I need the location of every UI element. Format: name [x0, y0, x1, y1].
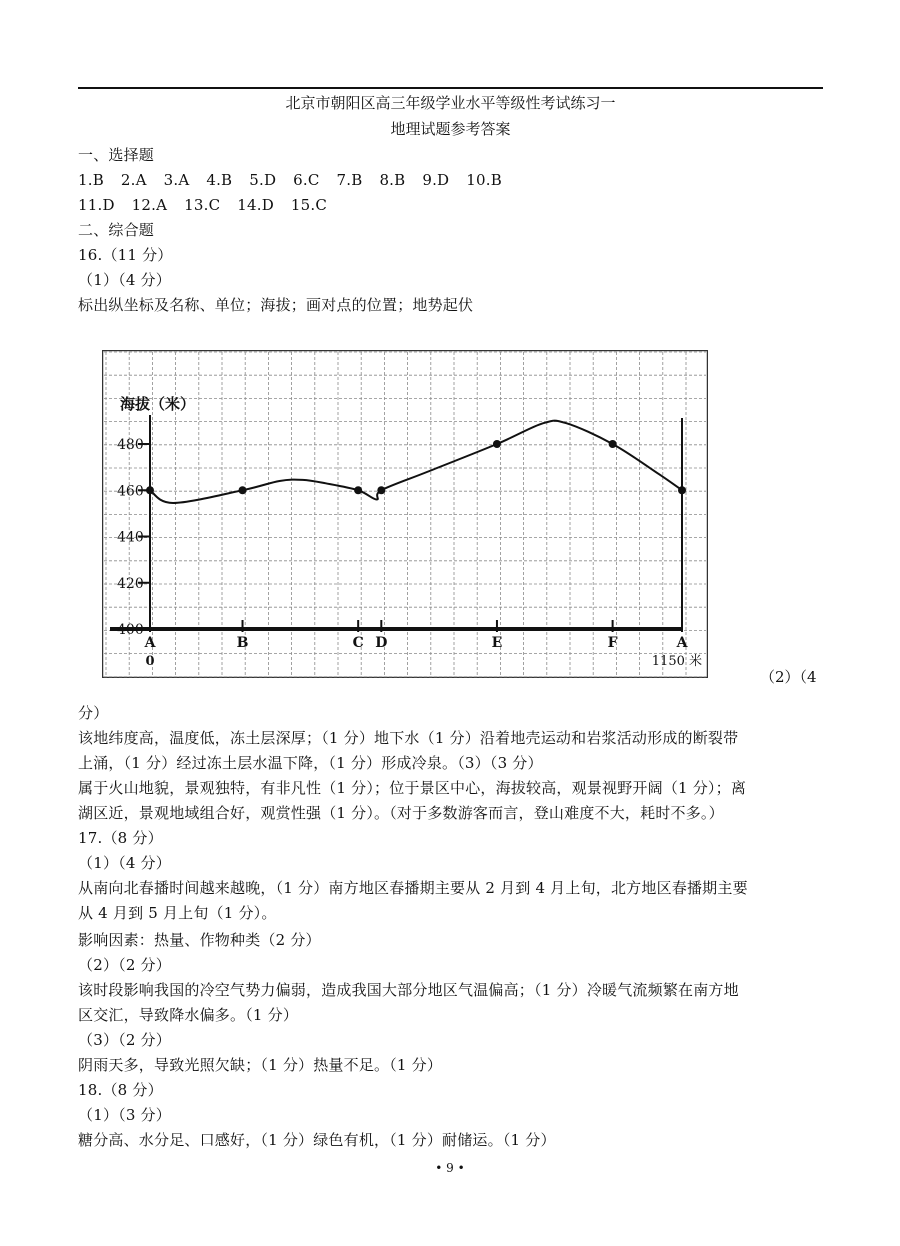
- q17-p1-line3: 影响因素：热量、作物种类（2 分）: [78, 931, 321, 949]
- answer: 8.B: [379, 171, 406, 189]
- data-point: [377, 486, 385, 494]
- y-tick-label: 420: [117, 575, 144, 592]
- answer: 14.D: [237, 196, 274, 214]
- x-start-label: 0: [145, 654, 155, 669]
- y-tick-label: 480: [117, 437, 144, 453]
- q17-head: 17.（8 分）: [78, 829, 163, 847]
- data-point: [493, 440, 501, 448]
- data-point: [678, 486, 686, 494]
- page-number: • 9 •: [435, 1161, 465, 1175]
- station-label: B: [236, 635, 249, 651]
- q16-p2-line2: 上涌，（1 分）经过冻土层水温下降，（1 分）形成冷泉。（3）（3 分）: [78, 754, 543, 772]
- q18-p1-head: （1）（3 分）: [78, 1106, 171, 1124]
- answer: 4.B: [206, 171, 233, 189]
- y-axis-label: 海拔（米）: [120, 395, 196, 413]
- q17-p1-line1: 从南向北春播时间越来越晚，（1 分）南方地区春播期主要从 2 月到 4 月上旬，北方地区春播期主要: [78, 879, 748, 897]
- x-end-label: 1150 米: [651, 654, 702, 669]
- q17-p3-head: （3）（2 分）: [78, 1031, 171, 1049]
- document-subtitle: 地理试题参考答案: [390, 120, 511, 138]
- q18-head: 18.（8 分）: [78, 1081, 163, 1099]
- document-title: 北京市朝阳区高三年级学业水平等级性考试练习一: [285, 94, 616, 112]
- section1-title: 一、选择题: [78, 146, 155, 164]
- q16-p1-text: 标出纵坐标及名称、单位；海拔；画对点的位置；地势起伏: [78, 296, 474, 314]
- q17-p2-line2: 区交汇，导致降水偏多。（1 分）: [78, 1006, 299, 1024]
- station-label: F: [607, 635, 618, 651]
- data-point: [239, 486, 247, 494]
- answers-row-2: [78, 195, 339, 215]
- answer: 2.A: [120, 171, 147, 189]
- station-label: D: [375, 635, 388, 651]
- answer: 9.D: [422, 171, 450, 189]
- answer: 11.D: [78, 196, 115, 214]
- q18-p1-line1: 糖分高、水分足、口感好，（1 分）绿色有机，（1 分）耐储运。（1 分）: [78, 1131, 556, 1149]
- answer: 13.C: [184, 196, 221, 214]
- answer: 6.C: [293, 171, 320, 189]
- q16-p3-line1: 属于火山地貌，景观独特，有非凡性（1 分）；位于景区中心，海拔较高，观景视野开阔（1 分）；离: [78, 779, 747, 797]
- answer: 10.B: [466, 171, 502, 189]
- header-rule: [78, 87, 823, 89]
- q16-p1-head: （1）（4 分）: [78, 271, 171, 289]
- y-tick-label: 400: [117, 622, 144, 638]
- elevation-profile-chart: [102, 350, 708, 678]
- q17-p3-line1: 阴雨天多，导致光照欠缺；（1 分）热量不足。（1 分）: [78, 1056, 443, 1074]
- data-point: [354, 486, 362, 494]
- q16-p3-line2: 湖区近，景观地域组合好，观赏性强（1 分）。（对于多数游客而言，登山难度不大，耗时不多。）: [78, 804, 724, 822]
- q16-p2-line1: 该地纬度高，温度低，冻土层深厚；（1 分）地下水（1 分）沿着地壳运动和岩浆活动形成的断裂带: [78, 729, 739, 747]
- answers-row-1: [78, 170, 514, 190]
- answer: 15.C: [290, 196, 328, 214]
- station-label: C: [352, 635, 364, 651]
- answer: 7.B: [336, 171, 363, 189]
- answer: 12.A: [131, 196, 168, 214]
- q16-p2-head-b: 分）: [78, 704, 109, 722]
- q16-head: 16.（11 分）: [78, 246, 173, 264]
- station-label: A: [676, 635, 688, 651]
- station-label: A: [144, 635, 156, 651]
- answer: 1.B: [78, 171, 104, 189]
- q17-p2-head: （2）（2 分）: [78, 956, 171, 974]
- y-tick-label: 440: [117, 529, 144, 546]
- data-point: [609, 440, 617, 448]
- q17-p1-head: （1）（4 分）: [78, 854, 171, 872]
- q17-p2-line1: 该时段影响我国的冷空气势力偏弱，造成我国大部分地区气温偏高；（1 分）冷暖气流频繁在南方地: [78, 981, 739, 999]
- q16-p2-head-a: （2）（4: [760, 668, 817, 686]
- answer: 5.D: [249, 171, 277, 189]
- data-point: [146, 486, 154, 494]
- station-label: E: [491, 635, 503, 651]
- q17-p1-line2: 从 4 月到 5 月上旬（1 分）。: [78, 904, 277, 922]
- y-tick-label: 460: [117, 483, 144, 500]
- section2-title: 二、综合题: [78, 221, 155, 239]
- answer: 3.A: [163, 171, 190, 189]
